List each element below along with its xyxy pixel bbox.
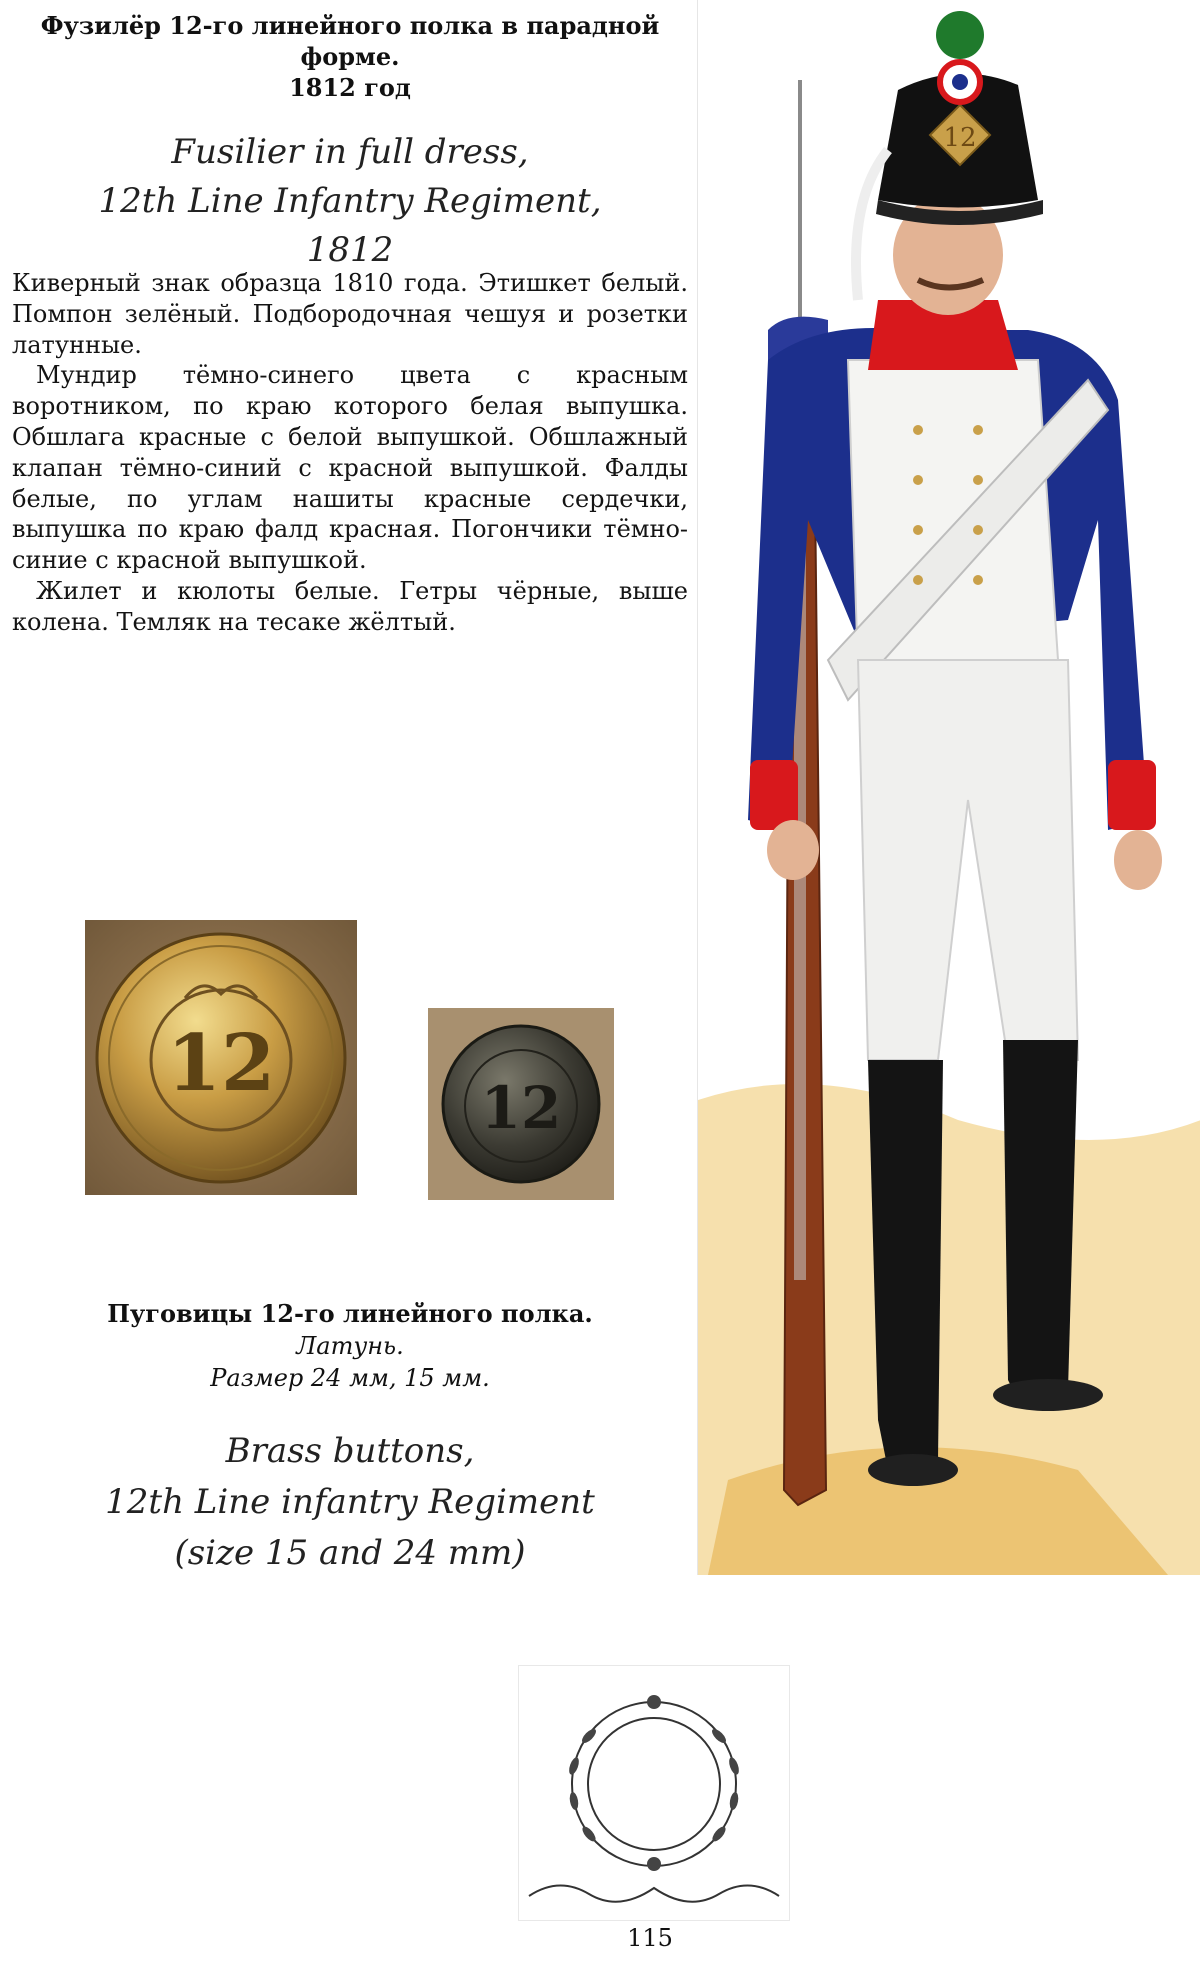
buttons-caption-en-line-2: 12th Line infantry Regiment bbox=[105, 1482, 595, 1522]
button-photo-small bbox=[428, 1008, 614, 1200]
page-title-en bbox=[60, 128, 640, 275]
description-paragraph: Жилет и кюлоты белые. Гетры чёрные, выше колена. Темляк на тесаке жёлтый. bbox=[12, 576, 688, 636]
brass-button-large-image bbox=[85, 920, 357, 1195]
laurel-wreath-icon bbox=[519, 1666, 789, 1920]
title-ru-line-1: Фузилёр 12-го линейного полка в парадной bbox=[40, 11, 660, 40]
buttons-caption-en-line-1: Brass buttons, bbox=[225, 1431, 475, 1471]
fusilier-figure bbox=[698, 0, 1200, 1575]
buttons-caption bbox=[60, 1298, 640, 1394]
button-numeral-small: 12 bbox=[480, 1074, 562, 1142]
title-en-line-1: Fusilier in full dress, bbox=[171, 132, 529, 172]
title-en-line-2: 12th Line Infantry Regiment, 1812 bbox=[98, 181, 602, 270]
title-ru-line-2: форме. bbox=[300, 42, 400, 71]
description-paragraph: Киверный знак образца 1810 года. Этишкет белый. Помпон зелёный. Подбородочная чешуя и розетки латунные. bbox=[12, 269, 688, 359]
buttons-caption-en bbox=[80, 1426, 620, 1579]
buttons-caption-size: Размер 24 мм, 15 мм. bbox=[210, 1364, 490, 1392]
shako-badge-numeral: 12 bbox=[943, 123, 977, 153]
button-photo-large bbox=[85, 920, 357, 1195]
buttons-caption-en-line-3: (size 15 and 24 mm) bbox=[174, 1533, 526, 1573]
page-title-ru bbox=[10, 10, 690, 103]
buttons-caption-material: Латунь. bbox=[296, 1332, 404, 1360]
button-numeral-large: 12 bbox=[166, 1018, 276, 1109]
laurel-wreath-ornament bbox=[518, 1665, 790, 1921]
brass-button-small-image bbox=[428, 1008, 614, 1200]
title-ru-line-3: 1812 год bbox=[289, 73, 411, 102]
uniform-description bbox=[12, 268, 688, 638]
page-number: 115 bbox=[627, 1924, 673, 1952]
description-paragraph: Мундир тёмно-синего цвета с красным воротником, по краю которого белая выпушка. Обшлага красные с белой выпушкой. Обшлажный клапан тёмно-синий с красной выпушкой. Фалды белые, по углам нашиты красные сердечки, выпушка по краю фалд красная. Погончики тёмно-синие с красной выпушкой. bbox=[12, 361, 688, 575]
buttons-caption-title: Пуговицы 12-го линейного полка. bbox=[107, 1299, 593, 1328]
fusilier-illustration bbox=[697, 0, 1200, 1575]
